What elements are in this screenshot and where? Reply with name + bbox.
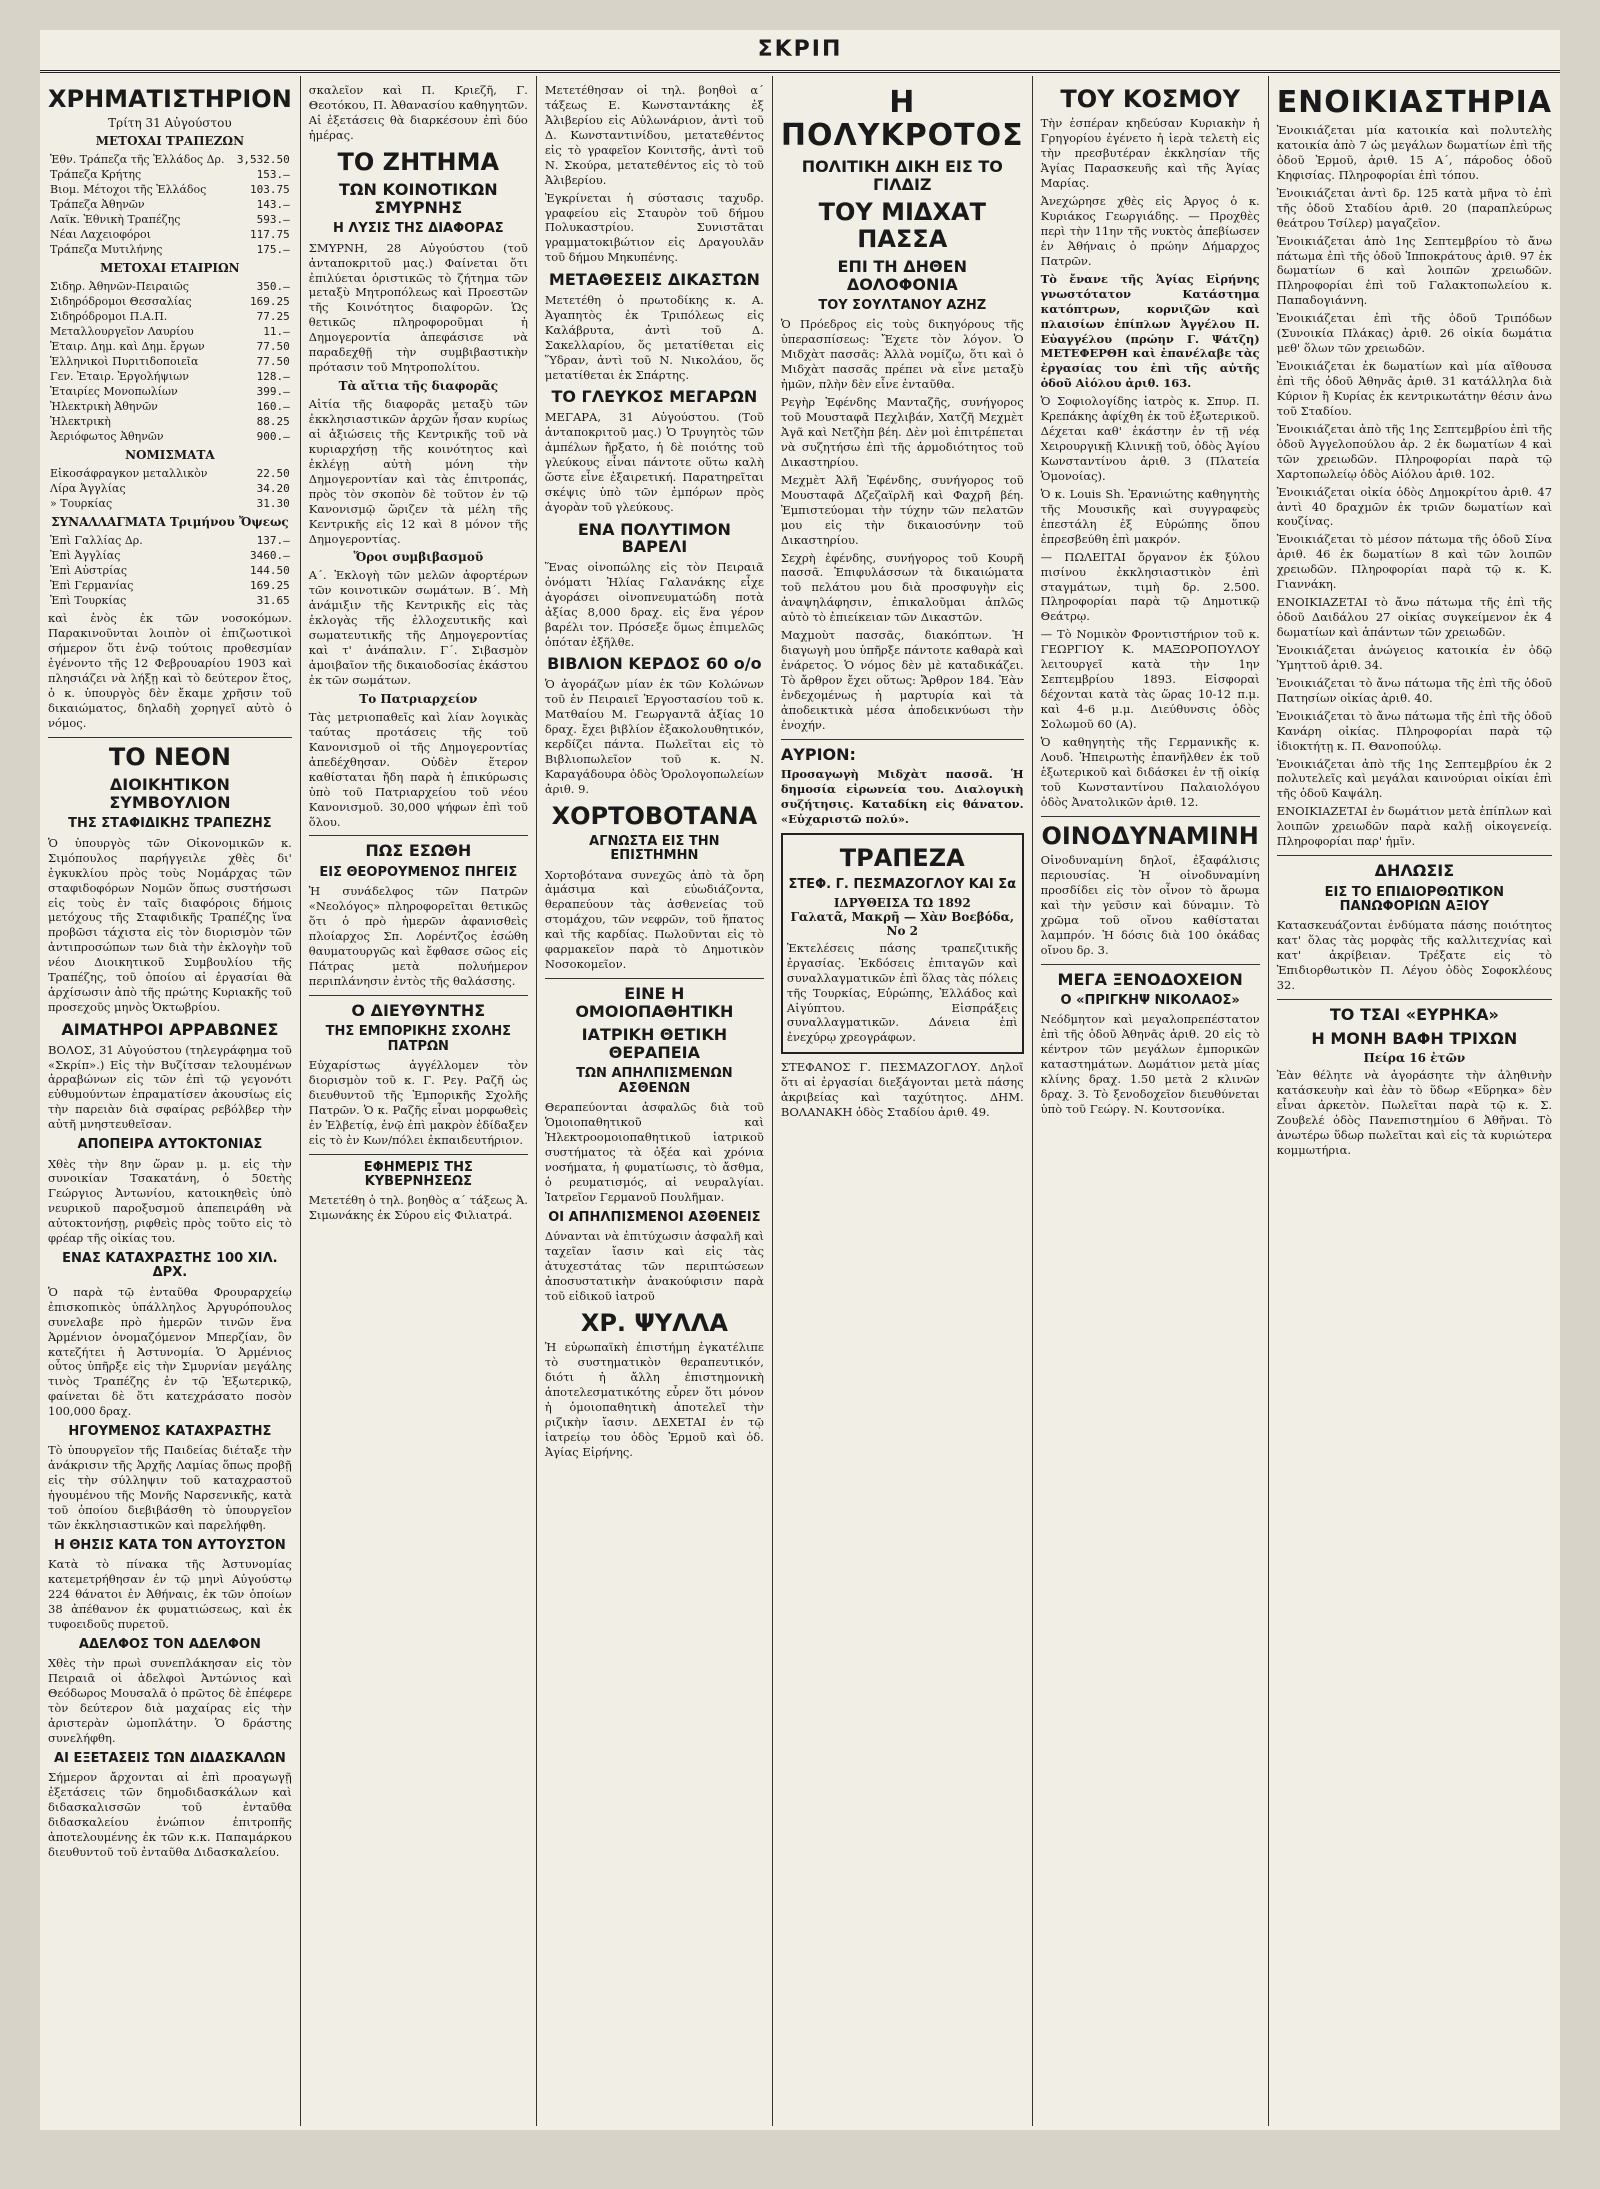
article-text: Εὐχαρίστως ἀγγέλλομεν τὸν διορισμὸν τοῦ κ. Γ. Ρεγ. Ραζῆ ὡς διευθυντοῦ τῆς Ἐμπορικῆς Σχολῆς Πατρῶν. Ὁ κ. Ραζῆς εἶναι μορφωθεὶς ἐν Ἑλβετίᾳ, ἐνῷ ἐπὶ μακρὸν ἐδίδαξεν εἰς τὸ ἐν Κων/πόλει ἐκπαιδευτήριον. (308, 1058, 528, 1147)
headline: Η ΘΗΣΙΣ ΚΑΤΑ ΤΟΝ ΑΥΤΟΥΣΤΟΝ (53, 1538, 286, 1554)
coins-table (48, 466, 292, 511)
headline: ΣΤΕΦ. Γ. ΠΕΣΜΑΖΟΓΛΟΥ ΚΑΙ Σα (788, 876, 1017, 892)
companies-table (48, 279, 292, 444)
rental-ads (1277, 123, 1552, 849)
subheading: Το Πατριαρχείον (359, 691, 478, 706)
column-1 (40, 76, 301, 2126)
rental-ad: Ἐνοικιάζεται ἀντὶ δρ. 125 κατὰ μῆνα τὸ ἐπὶ τῆς ὁδοῦ Σταδίου ἀριθ. 20 (παραπλεύρως θεάτρου Τσίλερ) μαγαζεῖον. (1276, 185, 1553, 230)
row-label: Σιδηρόδρομοι Π.Α.Π. (50, 310, 168, 324)
table-row (48, 242, 292, 257)
row-label: Ἐθν. Τράπεζα τῆς Ἑλλάδος Δρ. (50, 153, 225, 167)
row-value: 34.20 (256, 482, 290, 496)
headline: ΤΟ ΓΛΕΥΚΟΣ ΜΕΓΑΡΩΝ (551, 387, 758, 407)
row-value: 153.— (256, 168, 290, 182)
article-text: Ρεγὴρ Ἐφένδης Μανταζῆς, συνήγορος τοῦ Μουσταφᾶ Πεχλιβάν, Χατζῆ Μεχμὲτ Ἀγᾶ καὶ Νετζὴπ βέη. Δὲν μοὶ ἐπιτρέπεται νὰ συζητήσω ἐπὶ τῆς ἀρμοδιότητος τοῦ Δικαστηρίου. (780, 395, 1024, 469)
row-label: Ἑλληνικοὶ Πυριτιδοποιεῖα (50, 355, 199, 369)
headline: ΤΡΑΠΕΖΑ (839, 844, 965, 873)
row-label: Νέαι Λαχειοφόροι (50, 228, 151, 242)
rental-ad: Ἐνοικιάζεται τὸ ἄνω πάτωμα τῆς ἐπὶ τῆς ὁδοῦ Πατησίων οἰκίας ἀριθ. 40. (1276, 675, 1553, 705)
row-value: 103.75 (250, 183, 290, 197)
row-label: Λαϊκ. Ἐθνικὴ Τραπέζης (50, 213, 181, 227)
article-text: Σήμερον ἄρχονται αἱ ἐπὶ προαγωγῇ ἐξετάσεις τῶν δημοδιδασκάλων καὶ διδασκαλισσῶν τοῦ ἐνταῦθα διδασκαλείου ἐνώπιον ἐπιτροπῆς ἀποτελουμένης ἐκ τῶν κ.κ. Παπαμάρκου διευθυντοῦ τοῦ ἐνταῦθα Διδασκαλείου. (48, 1770, 292, 1859)
article-text: Ὁ Πρόεδρος εἰς τοὺς δικηγόρους τῆς ὑπερασπίσεως: Ἔχετε τὸν λόγον. Ὁ Μιδχὰτ πασσᾶς: Ἀλλὰ νομίζω, ὅτι καὶ ὁ Μιδχὰτ πασσᾶς πρέπει νὰ εἶνε μεταξὺ ἡμῶν, πλὴν δὲν εἶνε ἐνταῦθα. (780, 317, 1024, 392)
subheading: Ὅροι συμβιβασμοῦ (353, 550, 484, 565)
article-text: Κατασκευάζονται ἐνδύματα πάσης ποιότητος κατ' ὅλας τὰς μορφὰς τῆς καλλιτεχνίας καὶ κατ' ἀκρίβειαν. Τρέξατε εἰς τὸ Ἐπιδιορθωτικὸν Π. Λέγου ὁδὸς Σοφοκλέους 32. (1276, 918, 1553, 993)
article-text: Α΄. Ἐκλογὴ τῶν μελῶν ἀφορτέρων τῶν κοινοτικῶν σωμάτων. Β΄. Μὴ ἀνάμιξιν τῆς Κεντρικῆς εἰς τὰς ἐκλογὰς τῆς ἐλλοχευτικῆς καὶ σωματευτικῆς τῆς Δημογεροντίας καὶ τ' ἀνάπαλιν. Γ΄. Σιβασμὸν ἀμοιβαῖον τῆς δικαιοδοσίας ἑκάστου ἐκ τῶν σωμάτων. (308, 568, 528, 687)
row-label: Μεταλλουργεῖον Λαυρίου (50, 325, 194, 339)
column-5 (1033, 76, 1269, 2126)
headline: ΟΙΝΟΔΥΝΑΜΙΝΗ (1041, 821, 1259, 850)
headline: ΕΝΑ ΠΟΛΥΤΙΜΟΝ ΒΑΡΕΛΙ (577, 519, 731, 557)
article-text: ΜΕΓΑΡΑ, 31 Αὐγούστου. (Τοῦ ἀνταποκριτοῦ μας.) Ὁ Τρυγητὸς τῶν ἀμπέλων ἤρξατο, ἡ δὲ ποιότης τοῦ γλεύκους εἶναι πάντοτε οὕτω καλὴ ὥστε εἶνε ἐξαιρετική. Παρατηρεῖται σκέψις ὑπὸ τῶν ἐμπόρων πρὸς ἀγορὰν τοῦ γλεύκους. (544, 410, 764, 514)
rental-ad: Ἐνοικιάζεται ἀπὸ τῆς 1ης Σεπτεμβρίου ἐκ 2 πολυτελεῖς καὶ μεγάλαι καινούριαι οἰκίαι ἐπὶ τῆς ὁδοῦ Καψάλη. (1276, 756, 1553, 801)
headline: ΤΟ ΤΣΑΙ «ΕΥΡΗΚΑ» (1329, 1005, 1499, 1024)
article-text: ΣΤΕΦΑΝΟΣ Γ. ΠΕΣΜΑΖΟΓΛΟΥ. Δηλοῖ ὅτι αἱ ἐργασίαι διεξάγονται μετὰ πάσης ἀκριβείας καὶ ταχύτητος. ΔΗΜ. ΒΟΛΑΝΑΚΗ ὁδὸς Σταδίου ἀριθ. 49. (780, 1060, 1024, 1120)
article-text: Ἀνεχώρησε χθὲς εἰς Ἀργος ὁ κ. Κυριάκος Γεωργιάδης. — Προχθὲς περὶ τὴν 11ην τῆς νυκτὸς ἀπεβίωσεν ἐν Ἀθήναις ὁ πρώην Δήμαρχος Πατρῶν. (1040, 194, 1260, 268)
rental-ad: Ἐνοικιάζεται ἀνώγειος κατοικία ἐν ὁδῷ Ὑμηττοῦ ἀριθ. 34. (1276, 642, 1553, 672)
table-row (48, 294, 292, 309)
row-label: Σιδηρόδρομοι Θεσσαλίας (50, 295, 192, 309)
headline: ΔΗΛΩΣΙΣ (1374, 861, 1455, 881)
headline: ΑΔΕΛΦΟΣ ΤΟΝ ΑΔΕΛΦΟΝ (78, 1637, 261, 1653)
row-label: Ἐταιρίες Μονοπωλίων (50, 385, 178, 399)
article-text: Ἐκτελέσεις πάσης τραπεζιτικῆς ἐργασίας. Ἐκδόσεις ἐπιταγῶν καὶ συναλλαγματικῶν ἐπὶ ὅλας τὰς πόλεις τῆς Τουρκίας, Εὐρώπης, Ἑλλάδος καὶ Αἰγύπτου. Εἰσπράξεις συναλλαγματικῶν. Δάνεια ἐπὶ ἐνεχύρῳ χρεογράφων. (786, 940, 1018, 1045)
table-row (48, 212, 292, 227)
row-value: 169.25 (250, 295, 290, 309)
row-label: Ἠλεκτρικὴ (50, 415, 111, 429)
headline: ΟΙ ΑΠΗΛΠΙΣΜΕΝΟΙ ΑΣΘΕΝΕΙΣ (548, 1209, 761, 1225)
article-text: Τὸ ἔνανε τῆς Ἁγίας Εἰρήνης γνωστότατον Κατάστημα κατόπτρων, κορνιζῶν καὶ πλαισίων ἐπίπλων Ἀγγέλου Π. Εὐαγγέλου (πρώην Γ. Ψάτζη) ΜΕΤΕΦΕΡΘΗ καὶ ἐπανέλαβε τὰς ἐργασίας του ἐπὶ τῆς αὐτῆς ὁδοῦ Αἰόλου ἀριθ. 163. (1040, 271, 1260, 391)
headline: ΤΟΥ ΚΟΣΜΟΥ (1060, 85, 1240, 113)
row-label: » Τουρκίας (50, 497, 113, 511)
row-label: Ἐπὶ Γαλλίας Δρ. (50, 534, 143, 548)
headline: ΕΙΝΕ Η ΟΜΟΙΟΠΑΘΗΤΙΚΗ (575, 984, 734, 1021)
row-value: 143.— (256, 198, 290, 212)
article-text: Μετετέθη ὁ πρωτοδίκης κ. Α. Ἀγαπητὸς ἐκ Τριπόλεως εἰς Καλάβρυτα, ἀντὶ τοῦ Δ. Σακελλαρίου, ὅς μετατίθεται εἰς Ὕδραν, ἀντὶ τοῦ Ν. Νικολάου, ὅς μετατίθεται ἐκ Σπάρτης. (544, 292, 764, 382)
headline: ΑΓΝΩΣΤΑ ΕΙΣ ΤΗΝ ΕΠΙΣΤΗΜΗΝ (589, 833, 720, 864)
rental-ad: Ἐνοικιάζεται μία κατοικία καὶ πολυτελὴς κατοικία ἀπὸ 7 ὡς μεγάλων δωματίων ἐπὶ τῆς ὁδοῦ Ἑρμοῦ, ἀριθ. 15 Α΄, πάροδος ὁδοῦ Κηφισίας. Πληροφορίαι ἐπὶ τόπου. (1276, 123, 1553, 182)
headline: ΤΟ ΖΗΤΗΜΑ (337, 147, 500, 176)
article-text: Οἰνοδυναμίνη δηλοῖ, ἐξαφάλισις περιουσίας. Ἡ οἰνοδυναμίνη προσδίδει εἰς τὸν οἶνον τὸ ἄρωμα καὶ τὴν γεῦσιν καὶ δύναμιν. Τὸ χρῶμα τοῦ οἴνου καθίσταται λαμπρόν. Ἡ δόσις διὰ 100 ὀκάδας οἴνου δρ. 3. (1040, 852, 1260, 957)
article-text: Τὴν ἐσπέραν κηδεύσαν Κυριακὴν ἡ Γρηγορίου ἐγένετο ἡ ἱερὰ τελετὴ εἰς τὴν πρεσβυτέραν ἐκκλησίαν τῆς Ἁγίας Παρασκευῆς καὶ τῆς Ἁγίας Μαρίας. (1040, 116, 1260, 191)
headline: ΕΝΟΙΚΙΑΣΤΗΡΙΑ (1276, 85, 1553, 120)
article-text: σκαλεῖον καὶ Π. Κριεζῆ, Γ. Θεοτόκου, Π. Ἀθανασίου καθηγητῶν. Αἱ ἐξετάσεις θὰ διαρκέσουν ἐπὶ δύο ἡμέρας. (308, 83, 528, 142)
masthead-name: ΣΚΡΙΠ (757, 37, 843, 62)
bank-ad (781, 833, 1024, 1054)
headline: ΗΓΟΥΜΕΝΟΣ ΚΑΤΑΧΡΑΣΤΗΣ (68, 1424, 272, 1440)
article-text: ΣΜΥΡΝΗ, 28 Αὐγούστου (τοῦ ἀνταποκριτοῦ μας.) Φαίνεται ὅτι ἐπιλύεται ὁριστικῶς τὸ ζήτημα τῶν μεταξὺ Μητροπόλεως καὶ Προεστῶν τῆς Κοινότητος διαφορῶν. Ὡς θετικῶς πληροφοροῦμαι ἡ Δημογεροντία ἀπεφάσισε νὰ παραδεχθῇ τὴν συμβιβαστικὴν πρότασιν τοῦ Μητροπολίτου. (308, 240, 528, 375)
rental-ad: Ἐνοικιάζεται ἐκ δωματίων καὶ μία αἴθουσα ἐπὶ τῆς ὁδοῦ Ἀθηνᾶς ἀριθ. 31 κατάλληλα διὰ Κύριον ἢ Κυρίας ἐκ κεντρικωτάτην θέσιν ἀνω τοῦ Σταδίου. (1276, 359, 1553, 418)
table-row (48, 152, 292, 167)
article-text: Ὁ καθηγητὴς τῆς Γερμανικῆς κ. Λουδ. Ἠπειρωτὴς ἐπανῆλθεν ἐκ τοῦ ἐξωτερικοῦ καὶ διδάσκει ἐν τῇ οἰκίᾳ τοῦ Κωνσταντίνου Παλαιολόγου ὁδὸς Ἀνατολικῶν ἀριθ. 12. (1040, 734, 1260, 809)
row-label: Ἐπὶ Ἀγγλίας (50, 549, 121, 563)
article-text: Νεόδμητον καὶ μεγαλοπρεπέστατον ἐπὶ τῆς ὁδοῦ Ἀθηνᾶς ἀριθ. 20 εἰς τὸ κέντρον τῶν μεγάλων ἐμπορικῶν καταστημάτων. Δωμάτιον μετὰ μίας κλίνης δραχ. 1.50 μετὰ 2 κλινῶν δραχ. 3. Τὸ ξενοδοχεῖον διευθύνεται ὑπὸ τοῦ Γεώργ. Ν. Κουτσονίκα. (1040, 1012, 1260, 1117)
row-value: 137.— (256, 534, 290, 548)
headline: ΑΙ ΕΞΕΤΑΣΕΙΣ ΤΩΝ ΔΙΔΑΣΚΑΛΩΝ (54, 1751, 286, 1767)
article-text: Τὸ ὑπουργεῖον τῆς Παιδείας διέταξε τὴν ἀνάκρισιν τῆς Ἀρχῆς Λαμίας ὅπως προβῇ εἰς τὴν σύλληψιν τοῦ καταχραστοῦ ἡγουμένου τῆς Μονῆς Ναρσενικῆς, κατὰ τοῦ ὁποίου διεβιβάσθη τὸ ὑπουργεῖον τῶν ἐκκλησιαστικῶν καὶ παρελήφθη. (48, 1443, 292, 1533)
headline: ΜΕΓΑ ΞΕΝΟΔΟΧΕΙΟΝ (1057, 969, 1243, 989)
article-text: Ὁ ἀγοράζων μίαν ἐκ τῶν Κολώνων τοῦ ἐν Πειραιεῖ Ἐργοστασίου τοῦ κ. Ματθαίου Μ. Γεωργαντᾶ ἀξίας 10 δραχ. ἔχει βιβλίον ἐξακολουθητικόν, κερδίζει πάντα. Πωλεῖται εἰς τὸ Βιβλιοπωλεῖον τοῦ κ. Ν. Καραγάδουρα ὁδὸς Ὁρολογοπωλείων ἀριθ. 9. (544, 677, 764, 796)
article-text: — ΠΩΛΕΙΤΑΙ ὄργανον ἐκ ξύλου πισίνου ἐκκλησιαστικὸν ἐπὶ σταγμάτων, τιμὴ δρ. 2.500. Πληροφορίαι παρὰ τῷ Δημοτικῷ Θεάτρῳ. (1040, 549, 1260, 624)
row-label: Ἐπὶ Γερμανίας (50, 579, 134, 593)
table-row (48, 548, 292, 563)
article-text: Μεχμὲτ Ἀλῆ Ἐφένδης, συνήγορος τοῦ Μουσταφᾶ Δζεζαϊρλῆ καὶ Φαχρῆ βέη. Ἐμπιστεύομαι τὴν τύχην τῶν πελατῶν μου εἰς τὴν δικαιοσύνην τοῦ Δικαστηρίου. (780, 472, 1024, 547)
table-row (48, 339, 292, 354)
row-value: 175.— (256, 243, 290, 257)
article-text: Ἕνας οἰνοπώλης εἰς τὸν Πειραιᾶ ὀνόματι Ἠλίας Γαλανάκης εἶχε ἀγοράσει οἰνοπνευματώδη ποτὰ ἀξίας 8,000 δραχ. εἰς ἕνα γέρον βαρέλι τον. Πρόσεξε ὅμως ἐπιμελῶς ὁπόταν ἐξῆλθε. (544, 559, 764, 649)
row-label: Σιδηρ. Ἀθηνῶν-Πειραιῶς (50, 280, 189, 294)
article-text: Κατὰ τὸ πίνακα τῆς Ἀστυνομίας κατεμετρήθησαν ἐν τῷ μηνὶ Αὐγούστῳ 224 θάνατοι ἐν Ἀθήναις, ἐκ τῶν ὁποίων 38 ἀπέθανον ἐκ φυματιώσεως, καὶ ἐκ τυφοειδοῦς πυρετοῦ. (48, 1557, 292, 1632)
table-row (48, 167, 292, 182)
table-row (48, 563, 292, 578)
table-row (48, 369, 292, 384)
banks-table (48, 152, 292, 257)
article-text: Ἐγκρίνεται ἡ σύστασις ταχυδρ. γραφείου εἰς Σταυρὸν τοῦ δήμου Πολυκαστρίου. Συνιστᾶται γραμματοκιβώτιον εἰς Δραγουλᾶν τοῦ δήμου Μηκυπένης. (544, 190, 764, 265)
row-value: 31.30 (256, 497, 290, 511)
table-row (48, 578, 292, 593)
row-value: 77.50 (256, 355, 290, 369)
row-value: 144.50 (250, 564, 290, 578)
headline: ΤΩΝ ΚΟΙΝΟΤΙΚΩΝ ΣΜΥΡΝΗΣ (338, 180, 498, 217)
article-text: Μετετέθη ὁ τηλ. βοηθὸς α΄ τάξεως Ἀ. Σιμωνάκης ἐκ Σύρου εἰς Φιλιατρά. (308, 1193, 528, 1223)
headline: ΕΝΑΣ ΚΑΤΑΧΡΑΣΤΗΣ 100 ΧΙΛ. ΔΡΧ. (62, 1251, 278, 1281)
article-text: Θεραπεύονται ἀσφαλῶς διὰ τοῦ Ὁμοιοπαθητικοῦ καὶ Ἠλεκτροομοιοπαθητικοῦ ἰατρικοῦ συστήματος τὰ ὀξέα καὶ χρόνια νοσήματα, ἡ φυματίωσις, τὸ ἄσθμα, ὁ ρευματισμός, αἱ νευραλγίαι. Ἰατρεῖον Γερμανοῦ Πουλῆμαν. (544, 1100, 764, 1204)
rental-ad: ΕΝΟΙΚΙΑΖΕΤΑΙ τὸ ἄνω πάτωμα τῆς ἐπὶ τῆς ὁδοῦ Δαιδάλου 27 οἰκίας συγκείμενον ἐκ 4 δωματίων καὶ ἁπάντων τῶν χρειωδῶν. (1276, 595, 1553, 639)
masthead (40, 30, 1560, 73)
article-text: ΒΟΛΟΣ, 31 Αὐγούστου (τηλεγράφημα τοῦ «Σκρίπ».) Εἰς τὴν Βυζίτσαν τελουμένων ἀρραβώνων εἰς τῶν ἐπὶ τῷ γεγονότι εὐθυμούντων ἐπραματίσεν ἀκουσίως εἰς τὴν παρειὰν διὰ σφαίρας ρεβόλβερ τὴν αὐτῆ μνηστευθεῖσαν. (48, 1042, 292, 1132)
table-row (48, 354, 292, 369)
row-value: 77.50 (256, 340, 290, 354)
table-row (48, 481, 292, 496)
subheading: Τὰ αἴτια τῆς διαφορᾶς (338, 379, 499, 394)
article-text: Ὁ παρὰ τῷ ἐνταῦθα Φρουραρχείῳ ἐπισκοπικὸς ὑπάλληλος Ἀργυρόπουλος συνελαβε πρὸ ἡμερῶν τινῶν ἕνα Ἀρμένιον ὀνομαζόμενον Μπερζίαν, ὃν κατεζήτει ἡ Ἀστυνομία. Ὁ Ἀρμένιος οὗτος ὑπῆρξε εἰς τὴν Σμυρνίαν μεγάλης τινὸς Τραπέζης ἐν τῷ Ἐξωτερικῷ, φαίνεται δὲ ὅτι κατεχράσατο ποσὸν 100,000 δραχ. (48, 1284, 292, 1419)
table-row (48, 429, 292, 444)
column-2 (301, 76, 537, 2126)
rental-ad: Ἐνοικιάζεται τὸ ἄνω πάτωμα τῆς ἐπὶ τῆς ὁδοῦ Κανάρη οἰκίας. Πληροφορίαι παρὰ τῷ ἰδιοκτήτῃ κ. Π. Θανοπούλῳ. (1276, 708, 1553, 753)
headline: ΤΟΥ ΣΟΥΛΤΑΝΟΥ ΑΖΗΖ (818, 298, 987, 314)
row-value: 77.25 (256, 310, 290, 324)
article-text: — Τὸ Νομικὸν Φροντιστήριον τοῦ κ. ΓΕΩΡΓΙΟΥ Κ. ΜΑΞΩΡΟΠΟΥΛΟΥ λειτουργεῖ κατὰ τὴν 1ην Σεπτεμβρίου 1893. Εἰσφοραὶ δέχονται κατὰ τὰς ὥρας 10-12 π.μ. καὶ 4-6 μ.μ. Διεύθυνσις ὁδὸς Σολωμοῦ 60 (Α). (1040, 627, 1260, 731)
article-text: Ἡ συνάδελφος τῶν Πατρῶν «Νεολόγος» πληροφορεῖται θετικῶς ὅτι ὁ πρὸ ἡμερῶν ἀφανισθεὶς πλοίαρχος Σπ. Λορέντζος ἐσώθη θαυματουργῶς καὶ ἔφθασε σῶος εἰς Πάτρας μετὰ πολυήμερον περιπλάνησιν ἐντὸς τῆς θαλάσσης. (308, 884, 528, 988)
headline: ΤΟΥ ΜΙΔΧΑΤ ΠΑΣΣΑ (818, 198, 986, 253)
table-row (48, 466, 292, 481)
table-row (48, 496, 292, 511)
row-value: 31.65 (256, 594, 290, 608)
row-label: Βιομ. Μέτοχοι τῆς Ἑλλάδος (50, 183, 207, 197)
article-text: Μετετέθησαν οἱ τηλ. βοηθοὶ α΄ τάξεως Ε. Κωνσταντάκης ἐξ Ἀλιβερίου εἰς Αὐλωνάριον, ἀντὶ τοῦ Δ. Κωνσταντινίδου, μετατεθέντος εἰς τὸ γραφεῖον Κονιτσῆς, ἀντὶ τοῦ Ν. Σκούρα, μετατεθέντος εἰς τὸ τοῦ Ἀλιβερίου. (544, 83, 764, 187)
row-label: Λίρα Ἀγγλίας (50, 482, 126, 496)
column-3 (537, 76, 773, 2126)
headline: ΧΡ. ΨΥΛΛΑ (580, 1308, 728, 1337)
row-label: Ἠλεκτρικὴ Ἀθηνῶν (50, 400, 158, 414)
row-value: 160.— (256, 400, 290, 414)
rental-ad: ΕΝΟΙΚΙΑΖΕΤΑΙ ἐν δωμάτιον μετὰ ἐπίπλων καὶ λοιπῶν χρειωδῶν παρὰ καλῇ οἰκογενείᾳ. Πληροφορίαι παρ' ἡμῖν. (1276, 804, 1553, 849)
newspaper-page (40, 30, 1560, 2130)
article-text: Προσαγωγὴ Μιδχὰτ πασσᾶ. Ἡ δημοσία εἰρωνεία του. Διαλογικὴ συζήτησις. Καταδίκη εἰς θάνατον. «Εὐχαριστῶ πολύ». (780, 767, 1024, 827)
row-label: Τράπεζα Κρήτης (50, 168, 142, 182)
article-text: Τὰς μετριοπαθεῖς καὶ λίαν λογικὰς ταύτας προτάσεις τῆς τοῦ Κανονισμοῦ οἱ τῆς Δημογεροντίας ἀπεδέχθησαν. Οὐδὲν ἕτερον καθίσταται ἤδη παρὰ ἡ ἐπικύρωσις ὑπὸ τοῦ Πατριαρχείου τοῦ νέου Κανονισμοῦ. 30,000 ψήφων ἐπὶ τοῦ ὅλου. (308, 709, 528, 829)
headline: ΕΙΣ ΘΕΟΡΟΥΜΕΝΟΣ ΠΗΓΕΙΣ (319, 865, 518, 881)
row-label: Εἰκοσάφραγκον μεταλλικὸν (50, 467, 208, 481)
headline: ΤΗΣ ΕΜΠΟΡΙΚΗΣ ΣΧΟΛΗΣ ΠΑΤΡΩΝ (325, 1024, 512, 1054)
headline: Ο ΔΙΕΥΘΥΝΤΗΣ (351, 1000, 486, 1020)
headline: ΠΩΣ ΕΣΩΘΗ (365, 841, 472, 861)
table-row (48, 227, 292, 242)
experience-line: Πείρα 16 ἐτῶν (1363, 1051, 1466, 1066)
row-value: 593.— (256, 213, 290, 227)
row-label: Τράπεζα Ἀθηνῶν (50, 198, 145, 212)
article-text: Χθὲς τὴν 8ην ὥραν μ. μ. εἰς τὴν συνοικίαν Τσακατάνη, ὁ 50ετὴς Γεώργιος Ἀντωνίου, κατοικηθεὶς ὑπὸ νευρικοῦ παροξυσμοῦ ἀπεπειράθη νὰ αὐτοκτονήσῃ, ριφθεὶς πρὸς τοῦτο εἰς τὸ φρέαρ τῆς οἰκίας του. (48, 1156, 292, 1246)
article-text: Ἐὰν θέλητε νὰ ἀγοράσητε τὴν ἀληθινὴν κατάσκευὴν καὶ ἐὰν τὸ ὕδωρ «Εὕρηκα» δὲν εἶναι ἀρκετὸν. Πωλεῖται παρὰ τῷ κ. Σ. Ζουβελέ ὁδὸς Πανεπιστημίου 6 Ἀθῆναι. Τὸ ἀνωτέρω ὕδωρ πωλεῖται καὶ εἰς τὰ κυριώτερα κομμωτήρια. (1276, 1068, 1553, 1157)
headline: ΙΑΤΡΙΚΗ ΘΕΤΙΚΗ ΘΕΡΑΠΕΙΑ (581, 1025, 728, 1062)
article-text: Ἡ εὐρωπαϊκὴ ἐπιστήμη ἐγκατέλιπε τὸ συστηματικὸν θεραπευτικόν, διότι ἡ ἄλλη ἐπιστημονικὴ ἀποτελεσματικότης εὗρεν ὅτι μόνον ἡ ὁμοιοπαθητικὴ ἀποτελεῖ τὴν ριζικὴν ἴασιν. ΔΕΧΕΤΑΙ ἐν τῷ ἰατρείῳ του ὁδὸς Ἑρμοῦ καὶ ὁδ. Ἀγίας Εἰρήνης. (544, 1339, 764, 1459)
row-value: 117.75 (250, 228, 290, 242)
row-value: 22.50 (256, 467, 290, 481)
row-value: 88.25 (256, 415, 290, 429)
rental-ad: Ἐνοικιάζεται ἐπὶ τῆς ὁδοῦ Τριπόδων (Συνοικία Πλάκας) ἀριθ. 26 οἰκία δωμάτια μεθ' ὅλων τῶν χρειωδῶν. (1276, 311, 1553, 356)
row-value: 11.— (263, 325, 290, 339)
row-value: 3,532.50 (236, 153, 290, 167)
headline: Ο «ΠΡΙΓΚΗΨ ΝΙΚΟΛΑΟΣ» (1060, 993, 1240, 1009)
banks-title: ΜΕΤΟΧΑΙ ΤΡΑΠΕΖΩΝ (95, 134, 245, 149)
row-value: 900.— (256, 430, 290, 444)
article-text: Δύνανται νὰ ἐπιτύχωσιν ἀσφαλῆ καὶ ταχεῖαν ἴασιν καὶ εἰς τὰς ἀτυχεστάτας τῶν περιπτώσεων ἀποσυστατικὴν ἀνακούφισιν παρὰ τοῦ εἰδικοῦ ἰατροῦ (544, 1228, 764, 1303)
table-row (48, 399, 292, 414)
rental-ad: Ἐνοικιάζεται ἀπὸ τῆς 1ης Σεπτεμβρίου ἐπὶ τῆς ὁδοῦ Ἀγγελοπούλου ἀρ. 2 ἐκ δωματίων 4 καὶ τῶν χρειωδῶν. Πληροφορίαι παρὰ τῷ Χαρτοπωλείῳ ὁδὸς Αἰόλου ἀριθ. 102. (1276, 421, 1553, 481)
headline: ΒΙΒΛΙΟΝ ΚΕΡΔΟΣ 60 ο/ο (547, 654, 762, 674)
row-label: Ἐπὶ Τουρκίας (50, 594, 127, 608)
row-value: 169.25 (250, 579, 290, 593)
article-text: Αἰτία τῆς διαφορᾶς μεταξὺ τῶν ἐκκλησιαστικῶν ἀρχῶν ἦσαν κυρίως αἱ ἀξιώσεις τῆς Κεντρικῆς τοῦ νὰ κυριαρχήσῃ τῆς κοινότητος καὶ ἐκλέγῃ αὐτὴ μόνη τὴν Δημογεροντίαν καὶ τὰς ἐπιτροπάς, πρὸς τὸν σκοπὸν δὲ τοῦτον ἐν τῷ Κανονισμῷ ὥριζεν τὰ μέλη τῆς Κεντρικῆς εἰς 12 καὶ 8 μόνον τῆς Δημογεροντίας. (308, 397, 528, 546)
stock-exchange-title: ΧΡΗΜΑΤΙΣΤΗΡΙΟΝ (48, 85, 292, 113)
article-text: Μαχμοὺτ πασσᾶς, διακόπτων. Ἡ διαγωγὴ μου ὑπῆρξε πάντοτε καθαρὰ καὶ ἐνάρετος. Ὁ νόμος δὲν μὲ καταδικάζει. Τὸ ἄρθρον ἔχει οὕτως: Ἄρθρον 184. Ἐὰν ἐνδεχομένως ἡ μαρτυρία καὶ τὰ ἀποδεικτικὰ μέσα ἀποδεικνύωσι τὴν ἐνοχήν. (780, 628, 1024, 732)
row-value: 128.— (256, 370, 290, 384)
headline: ΠΟΛΙΤΙΚΗ ΔΙΚΗ ΕΙΣ ΤΟ ΓΙΛΔΙΖ (801, 157, 1003, 194)
row-label: Ἀεριόφωτος Ἀθηνῶν (50, 430, 164, 444)
row-label: Γεν. Ἐταιρ. Ἐργολήψιων (50, 370, 189, 384)
founded-line: ΙΔΡΥΘΕΙΣΑ ΤΩ 1892 (833, 895, 971, 910)
headline: ΕΠΙ ΤΗ ΔΗΘΕΝ ΔΟΛΟΦΟΝΙΑ (837, 256, 967, 294)
table-row (48, 279, 292, 294)
column-4 (773, 76, 1033, 2126)
headline: Η ΜΟΝΗ ΒΑΦΗ ΤΡΙΧΩΝ (1311, 1028, 1518, 1048)
table-row (48, 533, 292, 548)
headline: ΤΩΝ ΑΠΗΛΠΙΣΜΕΝΩΝ ΑΣΘΕΝΩΝ (576, 1066, 733, 1096)
exchange-table (48, 533, 292, 608)
columns (40, 76, 1560, 2126)
article-text: Σεχρὴ ἐφένδης, συνήγορος τοῦ Κουρῆ πασσᾶ. Ἐπιφυλάσσων τὰ δικαιώματα τοῦ πελάτου μου διὰ προσφυγὴν εἰς ἀναψηλάφησιν, ἐπικαλοῦμαι ἁπλῶς αὐτὸ τὸ ἐπιείκειαν τῶν Δικαστῶν. (780, 550, 1024, 625)
rental-ad: Ἐνοικιάζεται οἰκία ὁδὸς Δημοκρίτου ἀριθ. 47 ἀντὶ 40 δραχμῶν ἐκ τριῶν δωματίων καὶ κουζίνας. (1276, 484, 1553, 529)
headline: ΕΦΗΜΕΡΙΣ ΤΗΣ ΚΥΒΕΡΝΗΣΕΩΣ (363, 1159, 473, 1189)
table-row (48, 384, 292, 399)
article-text: καὶ ἑνὸς ἐκ τῶν νοσοκόμων. Παρακινοῦνται λοιπὸν οἱ ἐπιζωοτικοὶ σήμερον ὅτι ἐνῷ τούτοις προθεσμίαν ἐγένοντο τῆς 12 Φεβρουαρίου 1903 καὶ πλησιάζει νὰ λήξῃ καὶ τὸ δεύτερον ἔτος, ὁ κ. ὑπουργὸς δὲν ἔκαμε χρῆσιν τοῦ δικαιώματος, δηλαδὴ χορηγεῖ αὐτὸ ὁ νόμος. (48, 611, 292, 730)
headline: ΑΠΟΠΕΙΡΑ ΑΥΤΟΚΤΟΝΙΑΣ (77, 1137, 263, 1153)
rental-ad: Ἐνοικιάζεται ἀπὸ 1ης Σεπτεμβρίου τὸ ἄνω πάτωμα ἐπὶ τῆς ὁδοῦ Ἱπποκράτους ἀριθ. 97 ἐκ δωματίων 6 καὶ λοιπῶν χρειωδῶν. Πληροφορίαι ἐπὶ τοῦ Γαλακτοπωλείου κ. Παπαδογιάννη. (1276, 233, 1553, 308)
row-label: Ἐπὶ Αὐστρίας (50, 564, 128, 578)
article-text: Ὁ ὑπουργὸς τῶν Οἰκονομικῶν κ. Σιμόπουλος παρήγγειλε χθὲς δι' ἐγκυκλίου πρὸς τοὺς Νομάρχας τῶν σταφιδοφόρων Νομῶν ὅπως συστήσωσι εἰς τοὺς ἐν ταῖς διαφόροις δήμοις μετόχους τῆς Σταφιδικῆς Τραπέζης ἵνα προβῶσι τάχιστα εἰς τὸν διορισμὸν τῶν ἀντιπροσώπων των διὰ τὴν ἐκλογὴν τοῦ νέου Διοικητικοῦ Συμβουλίου τῆς Τραπέζης, τοῦ ὁποίου αἱ ἐργασίαι θὰ ἀρχίσωσιν ἀπὸ τῆς πρώτης Κυριακῆς τοῦ προσεχοῦς μηνὸς Ὀκτωβρίου. (48, 835, 292, 1015)
table-row (48, 324, 292, 339)
headline: Η ΛΥΣΙΣ ΤΗΣ ΔΙΑΦΟΡΑΣ (332, 221, 504, 237)
headline: ΔΙΟΙΚΗΤΙΚΟΝ ΣΥΜΒΟΥΛΙΟΝ (109, 775, 231, 812)
column-6 (1269, 76, 1560, 2126)
headline: ΕΙΣ ΤΟ ΕΠΙΔΙΟΡΘΩΤΙΚΟΝ ΠΑΝΩΦΟΡΙΩΝ ΑΞΙΟΥ (1324, 884, 1505, 915)
headline: ΧΟΡΤΟΒΟΤΑΝΑ (551, 801, 758, 830)
table-row (48, 593, 292, 608)
table-row (48, 414, 292, 429)
article-text: Ὁ Σοφιολογίδης ἰατρὸς κ. Σπυρ. Π. Κρεπάκης ἀφίχθη ἐκ τοῦ ἐξωτερικοῦ. Δέχεται καθ' ἑκάστην ἐν τῇ νέᾳ Χειρουργικῇ Κλινικῇ τοῦ, ὁδὸς Ἀγίου Κωνσταντίνου ἀριθ. 3 (Πλατεία Ὁμονοίας). (1040, 394, 1260, 483)
article-text: Ὁ κ. Louis Sh. Ἐρανιώτης καθηγητὴς τῆς Μουσικῆς καὶ συγγραφεὺς ἐπεστάλη ἐξ Εὐρώπης ὅπου ἐπρεσβεύθη ἐπὶ μακρόν. (1040, 486, 1260, 546)
rental-ad: Ἐνοικιάζεται τὸ μέσον πάτωμα τῆς ὁδοῦ Σίνα ἀριθ. 46 ἐκ δωματίων 8 καὶ τῶν λοιπῶν χρειωδῶν. Πληροφορίαι παρὰ τῷ κ. Κ. Γιαννάκη. (1276, 532, 1553, 592)
headline: ΜΕΤΑΘΕΣΕΙΣ ΔΙΚΑΣΤΩΝ (548, 270, 760, 290)
exchange-title: ΣΥΝΑΛΛΑΓΜΑΤΑ Τριμήνου Ὄψεως (51, 515, 289, 530)
row-value: 3460.— (250, 549, 290, 563)
table-row (48, 309, 292, 324)
row-label: Ἐταιρ. Δημ. καὶ Δημ. ἔργων (50, 340, 205, 354)
row-value: 399.— (256, 385, 290, 399)
coins-title: ΝΟΜΙΣΜΑΤΑ (125, 448, 215, 463)
headline: Η ΠΟΛΥΚΡΟΤΟΣ (780, 85, 1024, 153)
row-value: 350.— (256, 280, 290, 294)
headline: ΑΙΜΑΤΗΡΟΙ ΑΡΡΑΒΩΝΕΣ (61, 1020, 279, 1040)
stock-exchange-date: Τρίτη 31 Αὐγούστου (108, 116, 232, 131)
table-row (48, 197, 292, 212)
headline: ΤΟ ΝΕΟΝ (108, 742, 231, 771)
article-text: Χθὲς τὴν πρωὶ συνεπλάκησαν εἰς τὸν Πειραιᾶ οἱ ἀδελφοὶ Ἀντώνιος καὶ Θεόδωρος Μουσαλᾶ ὁ πρῶτος δὲ ἐπέφερε τὸν δεύτερον διὰ μαχαίρας εἰς τὴν ἀριστερὰν ὠμοπλάτην. Ὁ δράστης συνελήφθη. (48, 1656, 292, 1746)
companies-title: ΜΕΤΟΧΑΙ ΕΤΑΙΡΙΩΝ (100, 261, 240, 276)
address-line: Γαλατᾶ, Μακρῆ — Χὰν Βοεβόδα, Νο 2 (790, 909, 1015, 938)
row-label: Τράπεζα Μυτιλήνης (50, 243, 163, 257)
headline: ΑΥΡΙΟΝ: (780, 744, 856, 764)
headline: ΤΗΣ ΣΤΑΦΙΔΙΚΗΣ ΤΡΑΠΕΖΗΣ (68, 816, 272, 832)
article-text: Χορτοβότανα συνεχῶς ἀπὸ τὰ ὄρη ἀμάσιμα καὶ εὐωδιάζοντα, θεραπεύουν τὰς ἀσθενείας τοῦ στομάχου, τῶν νεφρῶν, τοῦ ἥπατος καὶ τῆς καρδίας. Πωλοῦνται εἰς τὸ φαρμακεῖον παρὰ τὸ Δημοτικὸν Νοσοκομεῖον. (544, 867, 764, 972)
table-row (48, 182, 292, 197)
